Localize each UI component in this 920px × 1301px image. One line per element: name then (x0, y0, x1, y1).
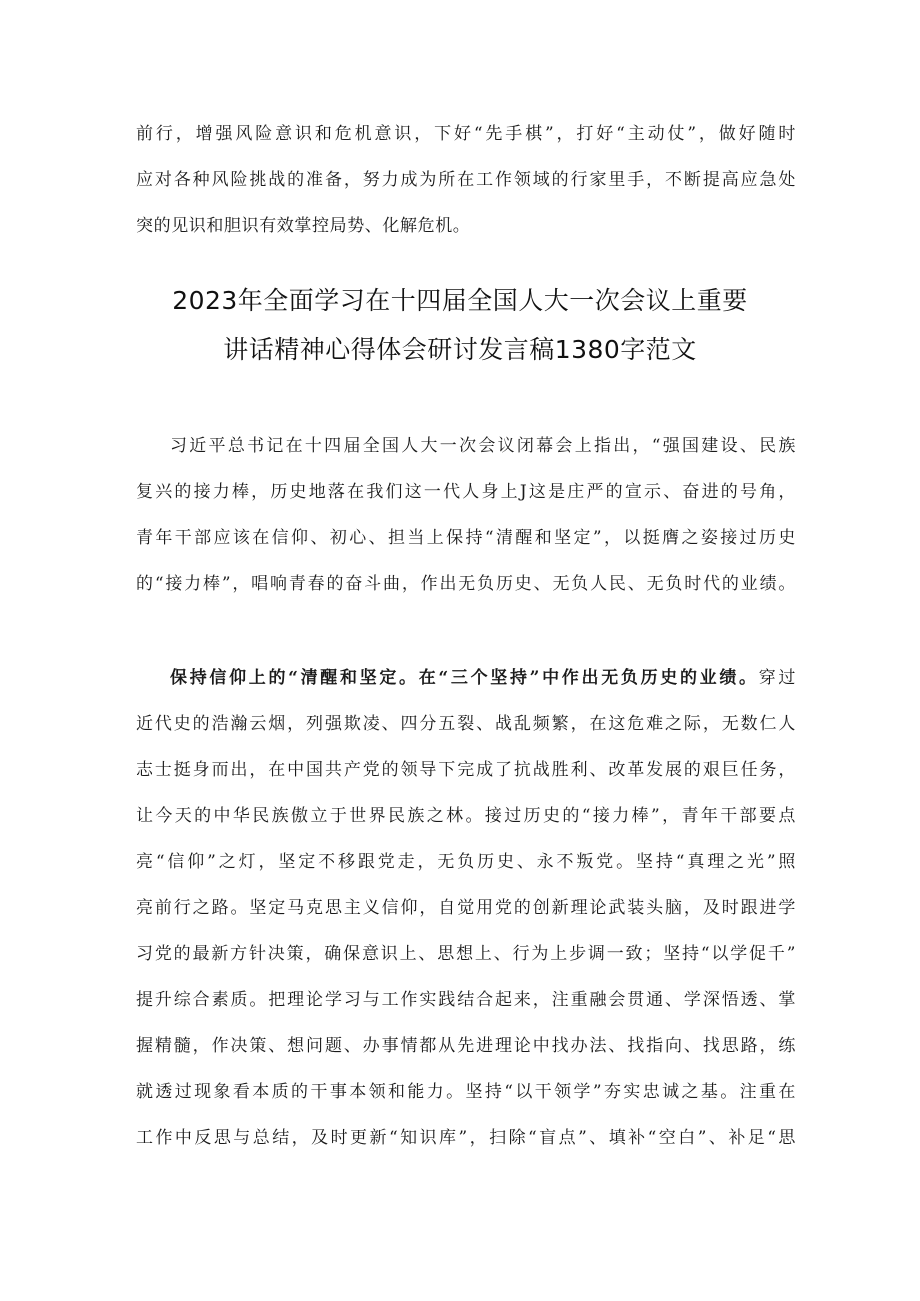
paragraph-line: 习党的最新方针决策，确保意识上、思想上、行为上步调一致；坚持“以学促千” (136, 944, 796, 964)
paragraph-line: 应对各种风险挑战的准备，努力成为所在工作领域的行家里手，不断提高应急处 (136, 170, 796, 190)
paragraph-line: 亮“信仰”之灯，坚定不移跟党走，无负历史、永不叛党。坚持“真理之光”照 (136, 852, 796, 872)
paragraph-line: 让今天的中华民族傲立于世界民族之林。接过历史的“接力棒”，青年干部要点 (136, 806, 796, 826)
paragraph-line: 工作中反思与总结，及时更新“知识库”，扫除“盲点”、填补“空白”、补足“思 (136, 1128, 796, 1148)
paragraph-line: 青年干部应该在信仰、初心、担当上保持“清醒和坚定”，以挺膺之姿接过历史 (136, 528, 796, 548)
paragraph-line: 提升综合素质。把理论学习与工作实践结合起来，注重融会贯通、学深悟透、掌 (136, 990, 796, 1010)
paragraph-line: 突的见识和胆识有效掌控局势、化解危机。 (136, 216, 471, 236)
section-heading-line (170, 668, 796, 688)
paragraph-line: 前行，增强风险意识和危机意识，下好“先手棋”，打好“主动仗”，做好随时 (136, 124, 796, 144)
paragraph-line: 志士挺身而出，在中国共产党的领导下完成了抗战胜利、改革发展的艰巨任务， (136, 760, 796, 780)
section-heading-tail: 穿过 (758, 668, 797, 688)
paragraph-line: 握精髓，作决策、想问题、办事情都从先进理论中找办法、找指向、找思路，练 (136, 1036, 796, 1056)
document-title-line-2: 讲话精神心得体会研讨发言稿1380字范文 (223, 335, 697, 364)
paragraph-line: 的“接力棒”，唱响青春的奋斗曲，作出无负历史、无负人民、无负时代的业绩。 (136, 574, 796, 594)
paragraph-line: 亮前行之路。坚定马克思主义信仰，自觉用党的创新理论武装头脑，及时跟进学 (136, 898, 796, 918)
section-heading: 保持信仰上的“清醒和坚定。在“三个坚持”中作出无负历史的业绩。 (170, 668, 759, 688)
paragraph-line: 就透过现象看本质的干事本领和能力。坚持“以干领学”夯实忠诚之基。注重在 (136, 1082, 796, 1102)
paragraph-line: 近代史的浩瀚云烟，列强欺凌、四分五裂、战乱频繁，在这危难之际，无数仁人 (136, 714, 796, 734)
paragraph-line: 复兴的接力棒，历史地落在我们这一代人身上J这是庄严的宣示、奋进的号角， (136, 482, 796, 502)
document-title-line-1: 2023年全面学习在十四届全国人大一次会议上重要 (172, 286, 748, 315)
paragraph-line: 习近平总书记在十四届全国人大一次会议闭幕会上指出，“强国建设、民族 (170, 436, 796, 456)
